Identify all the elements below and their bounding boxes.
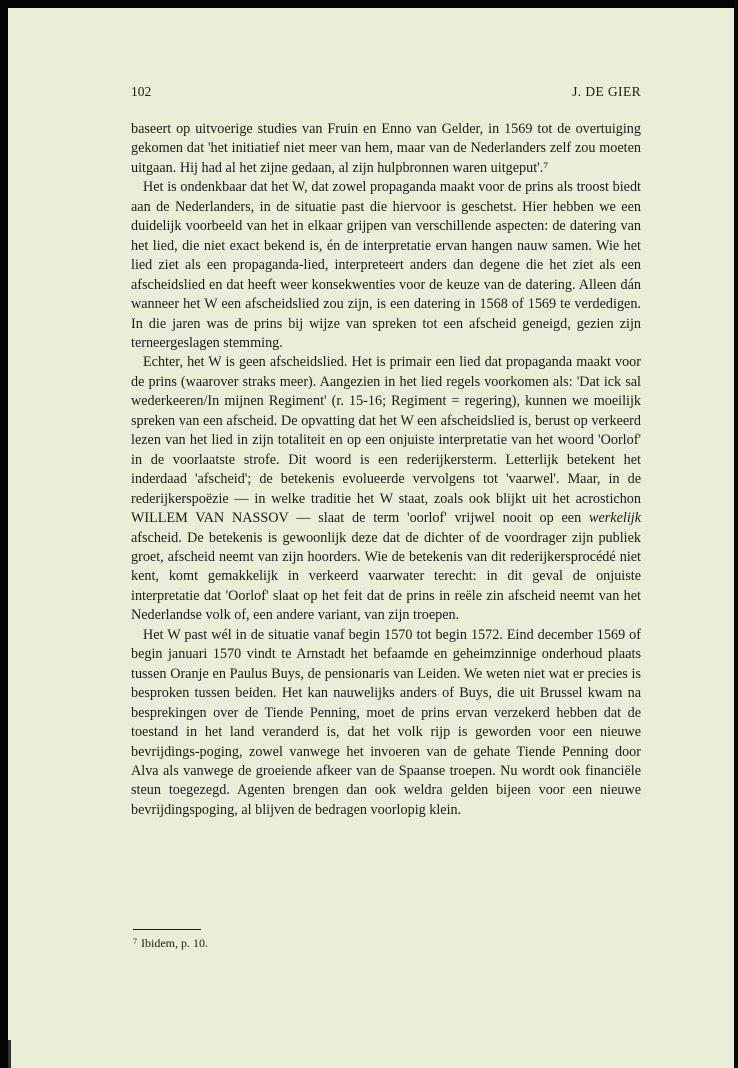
footnote-marker: 7: [133, 937, 137, 946]
paragraph-1: baseert op uitvoerige studies van Fruin en Enno van Gelder, in 1569 tot de overtuiging gekomen dat 'het initiatief niet meer van hem, maar van de Nederlanders zelf zou moeten uitgaan. Hij had al het zijne gedaan, al zijn hulpbronnen waren uitgeput'.⁷: [131, 121, 641, 176]
footnote-text: Ibidem, p. 10.: [141, 936, 208, 950]
page-header: [131, 84, 641, 104]
running-head: J. DE GIER: [572, 84, 641, 99]
footnote-divider: [133, 929, 201, 930]
emphasis-werkelijk: werkelijk: [589, 510, 641, 527]
paragraph-2: Het is ondenkbaar dat het W, dat zowel propaganda maakt voor de prins als troost biedt aan de Nederlanders, in de situatie past die hiervoor is geschetst. Hier hebben we een duidelijk voorbeeld van het in elkaar grijpen van verschillende aspecten: de datering van het lied, die niet exact bekend is, én de interpretatie ervan hangen nauw samen. Wie het lied ziet als een propaganda-lied, interpreteert anders dan degene die het ziet als een afscheidslied en dat heeft weer konsekwenties voor de keuze van de datering. Alleen dán wanneer het W een afscheidslied zou zijn, is een datering in 1568 of 1569 te verdedigen. In die jaren was de prins bij wijze van spreken tot een afscheid geneigd, gezien zijn terneergeslagen stemming.: [131, 179, 641, 351]
scan-left-edge: [0, 0, 8, 1068]
scan-bottom-mark: [8, 1040, 11, 1068]
body-text: [131, 120, 641, 820]
page-number: 102: [131, 84, 152, 99]
footnote: [133, 936, 208, 951]
paragraph-4: Het W past wél in de situatie vanaf begin 1570 tot begin 1572. Eind december 1569 of begin januari 1570 vindt te Arnstadt het befaamde en geheimzinnige onderhoud plaats tussen Oranje en Paulus Buys, de pensionaris van Leiden. We weten niet wat er precies is besproken tussen beiden. Het kan nauwelijks anders of Buys, die uit Brussel kwam na besprekingen over de Tiende Penning, moet de prins ervan verzekerd hebben dat de toestand in het land veranderd is, dat het volk rijp is geworden voor een nieuwe bevrijdings-poging, zowel vanwege het invoeren van de gehate Tiende Penning door Alva als vanwege de groeiende afkeer van de Spaanse troepen. Nu wordt ook financiële steun toegezegd. Agenten brengen dan ook weldra gelden bijeen voor een nieuwe bevrijdingspoging, al blijven de bedragen voorlopig klein.: [131, 626, 641, 818]
scan-right-edge: [734, 0, 738, 1068]
paragraph-3: Echter, het W is geen afscheidslied. Het is primair een lied dat propaganda maakt voor de prins (waarover straks meer). Aangezien in het lied regels voorkomen als: 'Dat ick sal wederkeeren/In mijnen Regiment' (r. 15-16; Regiment = regering), kunnen we moeilijk spreken van een afscheid. De opvatting dat het W een afscheidslied is, berust op verkeerd lezen van het lied in zijn totaliteit en op een onjuiste interpretatie van het woord 'Oorlof' in de voorlaatste strofe. Dit woord is een rederijkersterm. Letterlijk betekent het inderdaad 'afscheid'; de betekenis evolueerde vervolgens tot 'vaarwel'. Maar, in de rederijkerspoëzie — in welke traditie het W staat, zoals ook blijkt uit het acrostichon WILLEM VAN NASSOV — slaat de term 'oorlof' vrijwel nooit op een werkelijk afscheid. De betekenis is gewoonlijk deze dat de dichter of de voordrager zijn publiek groet, afscheid neemt van zijn hoorders. Wie de betekenis van dit rederijkersprocédé niet kent, komt gemakkelijk in verkeerd vaarwater terecht: in dit geval de onjuiste interpretatie dat 'Oorlof' slaat op het feit dat de prins in reële zin afscheid neemt van het Nederlandse volk of, een andere variant, van zijn troepen.: [131, 354, 641, 624]
scan-top-edge: [0, 0, 738, 8]
